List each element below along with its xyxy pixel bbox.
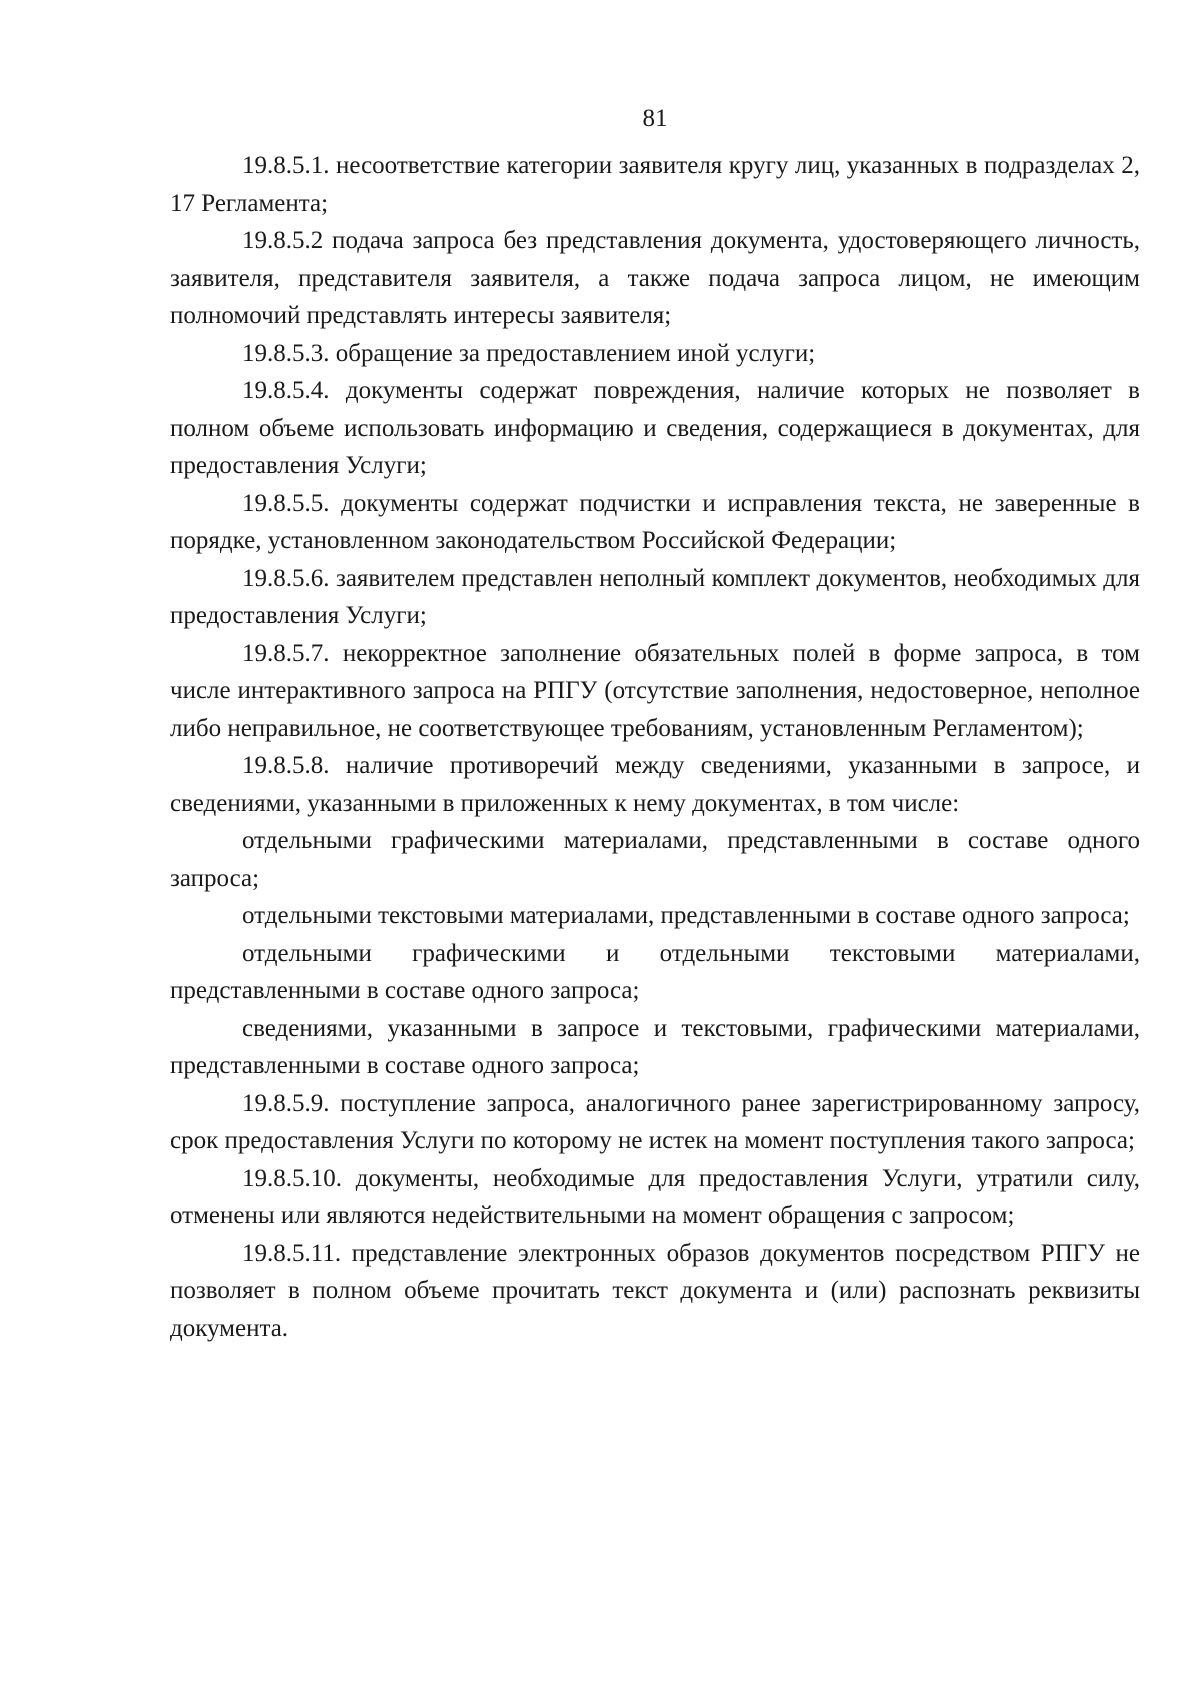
paragraph-19-8-5-11: 19.8.5.11. представление электронных образов документов посредством РПГУ не позволяет в полном объеме прочитать текст документа и (или) распознать реквизиты документа. bbox=[170, 1239, 1140, 1342]
list-item-request-and-materials: сведениями, указанными в запросе и текстовыми, графическими материалами, представленными в составе одного запроса; bbox=[170, 1014, 1140, 1079]
page-number: 81 bbox=[642, 105, 668, 132]
document-body bbox=[170, 147, 1140, 1347]
paragraph-19-8-5-10: 19.8.5.10. документы, необходимые для предоставления Услуги, утратили силу, отменены или являются недействительными на момент обращения с запросом; bbox=[170, 1164, 1140, 1229]
paragraph-19-8-5-3: 19.8.5.3. обращение за предоставлением иной услуги; bbox=[242, 339, 816, 367]
paragraph-19-8-5-1: 19.8.5.1. несоответствие категории заявителя кругу лиц, указанных в подразделах 2, 17 Регламента; bbox=[170, 152, 1140, 217]
paragraph-19-8-5-4: 19.8.5.4. документы содержат повреждения, наличие которых не позволяет в полном объеме использовать информацию и сведения, содержащиеся в документах, для предоставления Услуги; bbox=[170, 377, 1140, 479]
paragraph-19-8-5-9: 19.8.5.9. поступление запроса, аналогичного ранее зарегистрированному запросу, срок предоставления Услуги по которому не истек на момент поступления такого запроса; bbox=[170, 1089, 1140, 1154]
paragraph-19-8-5-5: 19.8.5.5. документы содержат подчистки и исправления текста, не заверенные в порядке, установленном законодательством Российской Федерации; bbox=[170, 489, 1140, 554]
list-item-graphic-materials: отдельными графическими материалами, представленными в составе одного запроса; bbox=[170, 827, 1140, 892]
list-item-graphic-and-text-materials: отдельными графическими и отдельными текстовыми материалами, представленными в составе одного запроса; bbox=[170, 939, 1140, 1004]
paragraph-19-8-5-6: 19.8.5.6. заявителем представлен неполный комплект документов, необходимых для предоставления Услуги; bbox=[170, 564, 1140, 629]
paragraph-19-8-5-2: 19.8.5.2 подача запроса без представления документа, удостоверяющего личность, заявителя, представителя заявителя, а также подача запроса лицом, не имеющим полномочий представлять интересы заявителя; bbox=[170, 227, 1140, 329]
paragraph-19-8-5-8: 19.8.5.8. наличие противоречий между сведениями, указанными в запросе, и сведениями, указанными в приложенных к нему документах, в том числе: bbox=[170, 752, 1140, 817]
list-item-text-materials: отдельными текстовыми материалами, представленными в составе одного запроса; bbox=[242, 902, 1130, 929]
paragraph-19-8-5-7: 19.8.5.7. некорректное заполнение обязательных полей в форме запроса, в том числе интерактивного запроса на РПГУ (отсутствие заполнения, недостоверное, неполное либо неправильное, не соответствующее требованиям, установленным Регламентом); bbox=[170, 639, 1140, 742]
